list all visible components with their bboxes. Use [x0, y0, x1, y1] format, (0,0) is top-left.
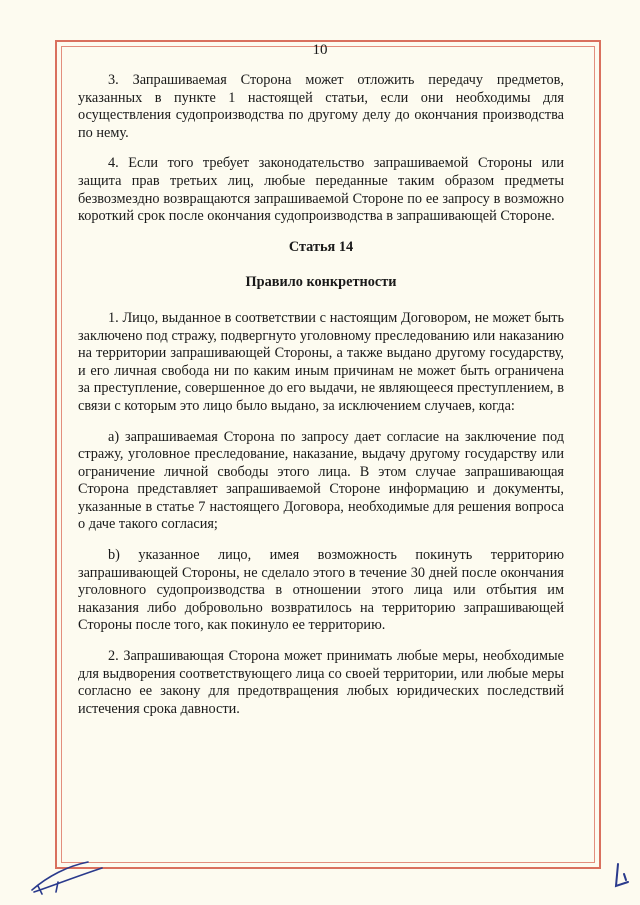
article-paragraph-2: 2. Запрашивающая Сторона может принимать любые меры, необходимые для выдворения соответствующего лица со своей территории, или любые меры согласно ее закону для предотвращения любых юридических последствий истечения срока давности. — [78, 648, 564, 717]
paragraph-3: 3. Запрашиваемая Сторона может отложить передачу предметов, указанных в пункте 1 настоящей статьи, если они необходимы для осуществления судопроизводства по другому делу до окончания производства по нему. — [78, 72, 564, 141]
paragraph-4: 4. Если того требует законодательство запрашиваемой Стороны или защита прав третьих лиц, любые переданные таким образом предметы безвозмездно возвращаются запрашиваемой Стороне по ее запросу в возможно короткий срок после окончания судопроизводства в запрашивающей Стороне. — [78, 155, 564, 225]
article-subpoint-b: b) указанное лицо, имея возможность покинуть территорию запрашивающей Стороны, не сделало этого в течение 30 дней после окончания уголовного судопроизводства в отношении этого лица или отбытия им наказания либо добровольно возвратилось на территорию запрашивающей Стороны после того, как покинуло ее территорию. — [78, 547, 564, 634]
page-number: 10 — [312, 42, 328, 58]
article-paragraph-1: 1. Лицо, выданное в соответствии с настоящим Договором, не может быть заключено под стражу, подвергнуто уголовному преследованию или наказанию на территории запрашивающей Стороны, а также выдано другому государству, и его личная свобода ни по каким иным причинам не может быть ограничена за преступление, совершенное до его выдачи, не являющееся преступлением, в связи с которым это лицо было выдано, за исключением случаев, когда: — [78, 309, 564, 414]
signature-initials-icon — [28, 856, 108, 896]
article-title: Правило конкретности — [245, 274, 397, 291]
article-subpoint-a: а) запрашиваемая Сторона по запросу дает согласие на заключение под стражу, уголовное преследование, наказание, выдачу другому государству или ограничение личной свободы этого лица. В этом случае запрашивающая Сторона представляет запрашиваемой Стороне информацию и документы, указанные в статье 7 настоящего Договора, необходимые для решения вопроса о даче такого согласия; — [78, 428, 564, 533]
article-heading: Статья 14 — [288, 238, 354, 255]
initial-mark-icon — [610, 860, 634, 894]
document-body — [78, 72, 564, 731]
